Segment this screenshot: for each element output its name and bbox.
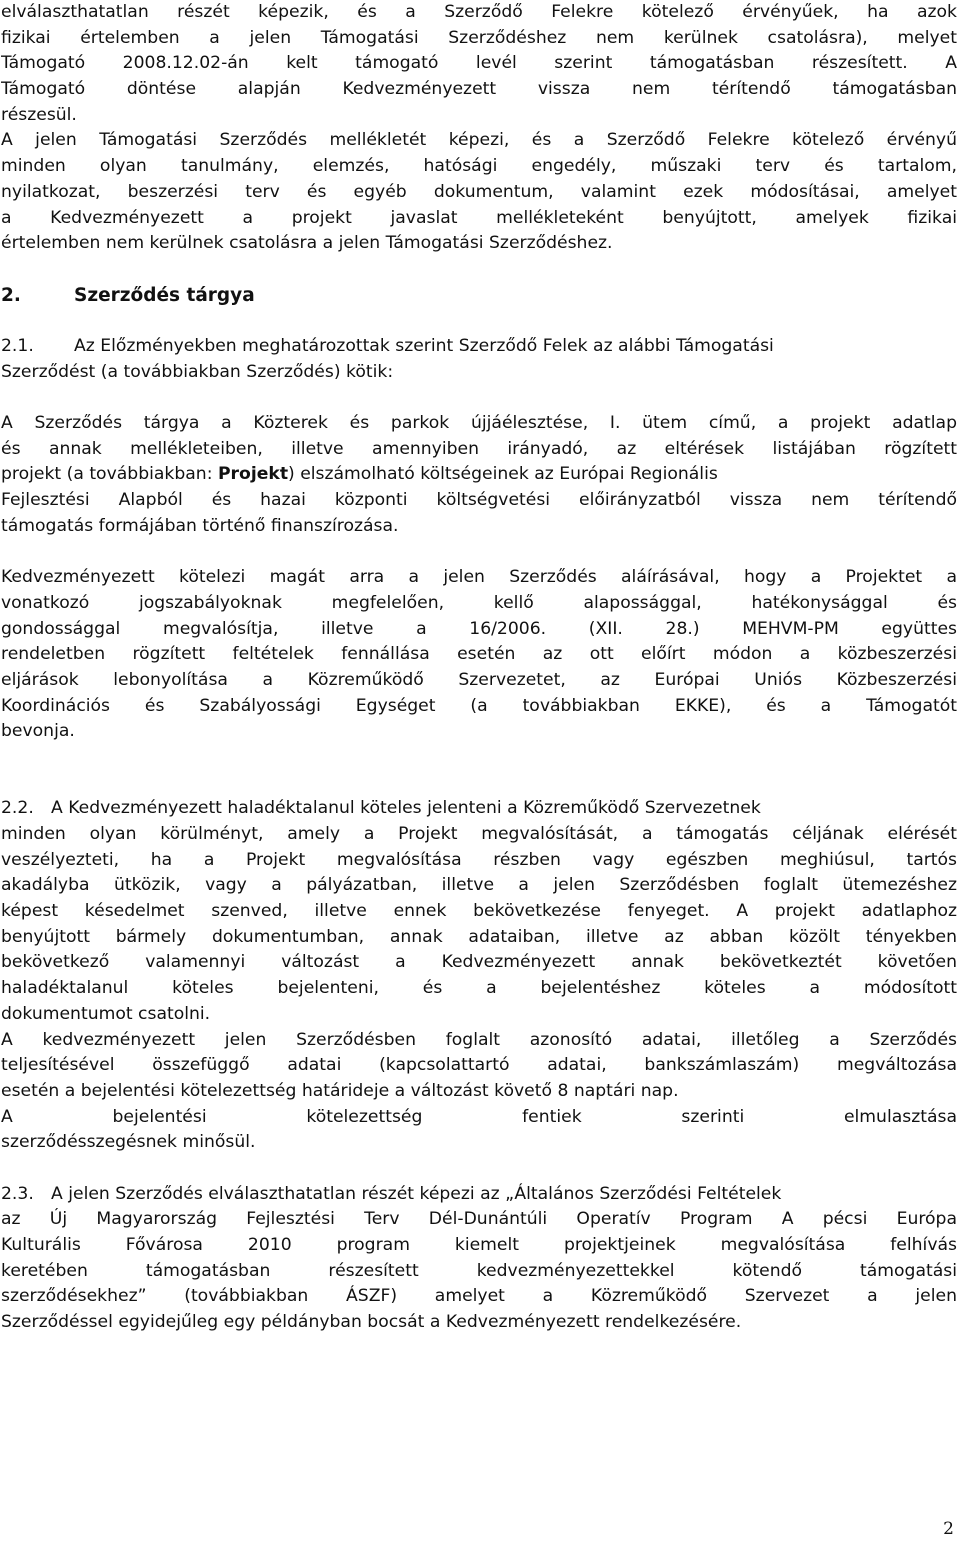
text-line: rendeletben rögzített feltételek fennállása esetén az ott előírt módon a közbeszerzési: [1, 644, 957, 665]
text-line: értelemben nem kerülnek csatolásra a jelen Támogatási Szerződéshez.: [1, 233, 613, 254]
text-line: akadályba ütközik, vagy a pályázatban, illetve a jelen Szerződésben foglalt ütemezéshez: [1, 875, 957, 896]
text-line: bevonja.: [1, 721, 75, 742]
text-line: keretében támogatásban részesített kedvezményezettekkel kötendő támogatási: [1, 1260, 957, 1281]
text-line: szerződésszegésnek minősül.: [1, 1132, 256, 1153]
clause-number: 2.2.: [1, 798, 34, 819]
text-line: az Új Magyarország Fejlesztési Terv Dél-Dunántúli Operatív Program A pécsi Európa: [1, 1209, 957, 1230]
text-line: teljesítésével összefüggő adatai (kapcsolattartó adatai, bankszámlaszám) megváltozása: [1, 1055, 957, 1076]
text-line: benyújtott bármely dokumentumban, annak adataiban, illetve az abban közölt tényekben: [1, 926, 957, 947]
clause-2-2: [1, 796, 957, 1156]
text-line: Támogató 2008.12.02-án kelt támogató levél szerint támogatásban részesített. A: [1, 53, 957, 74]
document-page: [1, 0, 957, 1336]
section-number: 2.: [1, 284, 21, 306]
intro-paragraph: [1, 0, 957, 128]
text-line: gondossággal megvalósítja, illetve a 16/2006. (XII. 28.) MEHVM-PM együttes: [1, 618, 957, 639]
text-line-with-bold: [1, 462, 957, 488]
clause-first-line: [1, 334, 957, 360]
text-line: Kulturális Fővárosa 2010 program kiemelt projektjeinek megvalósítása felhívás: [1, 1235, 957, 1255]
text-line: Támogató döntése alapján Kedvezményezett vissza nem térítendő támogatásban: [1, 79, 957, 100]
clause-first-line: [1, 796, 957, 822]
text-line: támogatás formájában történő finanszírozása.: [1, 515, 399, 536]
text-line: dokumentumot csatolni.: [1, 1003, 211, 1024]
text-line: vonatkozó jogszabályoknak megfelelően, kellő alapossággal, hatékonysággal és: [1, 592, 957, 613]
clause-2-1: [1, 334, 957, 385]
text-line: A Szerződés tárgya a Közterek és parkok újjáélesztése, I. ütem című, a projekt adatlap: [1, 413, 957, 433]
text-fragment-post: ) elszámolható költségeinek az Európai Regionális: [288, 464, 718, 485]
text-line: bekövetkező valamennyi változást a Kedvezményezett annak bekövetkeztét követően: [1, 952, 957, 973]
subject-paragraph: [1, 411, 957, 539]
text-line: képest késedelmet szenved, illetve ennek bekövetkezése fenyeget. A projekt adatlaphoz: [1, 901, 957, 922]
text-line: Koordinációs és Szabályossági Egységet (a továbbiakban EKKE), és a Támogatót: [1, 695, 957, 716]
obligation-paragraph: [1, 565, 957, 745]
text-line: fizikai értelemben a jelen Támogatási Szerződéshez nem kerülnek csatolásra), melyet: [1, 27, 957, 48]
text-line: Szerződést (a továbbiakban Szerződés) kötik:: [1, 361, 394, 382]
text-line: minden olyan körülményt, amely a Projekt megvalósítását, a támogatás céljának elérését: [1, 824, 957, 844]
text-line: nyilatkozat, beszerzési terv és egyéb dokumentum, valamint ezek módosításai, amelyet: [1, 181, 957, 202]
text-line: Kedvezményezett kötelezi magát arra a jelen Szerződés aláírásával, hogy a Projektet a: [1, 567, 957, 588]
text-line: A bejelentési kötelezettség fentiek szerinti elmulasztása: [1, 1106, 957, 1127]
text-line: a Kedvezményezett a projekt javaslat mellékleteként benyújtott, amelyek fizikai: [1, 207, 957, 228]
defined-term-projekt: Projekt: [217, 464, 289, 485]
text-fragment: [1, 462, 718, 488]
text-line: veszélyezteti, ha a Projekt megvalósítása részben vagy egészben meghiúsul, tartós: [1, 849, 957, 870]
annex-paragraph: [1, 128, 957, 256]
section-heading: [1, 283, 957, 309]
text-line: minden olyan tanulmány, elemzés, hatósági engedély, műszaki terv és tartalom,: [1, 156, 957, 177]
text-line: és annak mellékleteiben, illetve amennyiben irányadó, az eltérések listájában rögzített: [1, 438, 957, 459]
text-line: eljárások lebonyolítása a Közreműködő Szervezetet, az Európai Uniós Közbeszerzési: [1, 669, 957, 690]
text-line: esetén a bejelentési kötelezettség határideje a változást követő 8 naptári nap.: [1, 1080, 679, 1101]
clause-number: 2.3.: [1, 1183, 34, 1204]
text-line: haladéktalanul köteles bejelenteni, és a bejelentéshez köteles a módosított: [1, 978, 957, 999]
clause-number: 2.1.: [1, 335, 34, 356]
text-line: szerződésekhez” (továbbiakban ÁSZF) amelyet a Közreműködő Szervezet a jelen: [1, 1286, 957, 1307]
page-number: 2: [943, 1519, 954, 1539]
text-line: Szerződéssel egyidejűleg egy példányban bocsát a Kedvezményezett rendelkezésére.: [1, 1312, 742, 1333]
clause-text: A jelen Szerződés elválaszthatatlan részét képezi az „Általános Szerződési Feltételek: [51, 1183, 782, 1204]
text-line: A jelen Támogatási Szerződés mellékletét képezi, és a Szerződő Felekre kötelező érvényű: [1, 130, 957, 151]
text-line: elválaszthatatlan részét képezik, és a Szerződő Felekre kötelező érvényűek, ha azok: [1, 2, 957, 22]
text-line: A kedvezményezett jelen Szerződésben foglalt azonosító adatai, illetőleg a Szerződés: [1, 1029, 957, 1050]
clause-first-line: [1, 1182, 957, 1208]
clause-2-3: [1, 1182, 957, 1336]
text-fragment-pre: projekt (a továbbiakban:: [1, 464, 218, 485]
clause-text: A Kedvezményezett haladéktalanul köteles jelenteni a Közreműködő Szervezetnek: [51, 798, 761, 819]
clause-text: Az Előzményekben meghatározottak szerint Szerződő Felek az alábbi Támogatási: [74, 335, 774, 356]
text-line: Fejlesztési Alapból és hazai központi költségvetési előirányzatból vissza nem térítendő: [1, 490, 957, 511]
section-title: Szerződés tárgya: [74, 284, 255, 306]
text-line: részesül.: [1, 104, 77, 125]
